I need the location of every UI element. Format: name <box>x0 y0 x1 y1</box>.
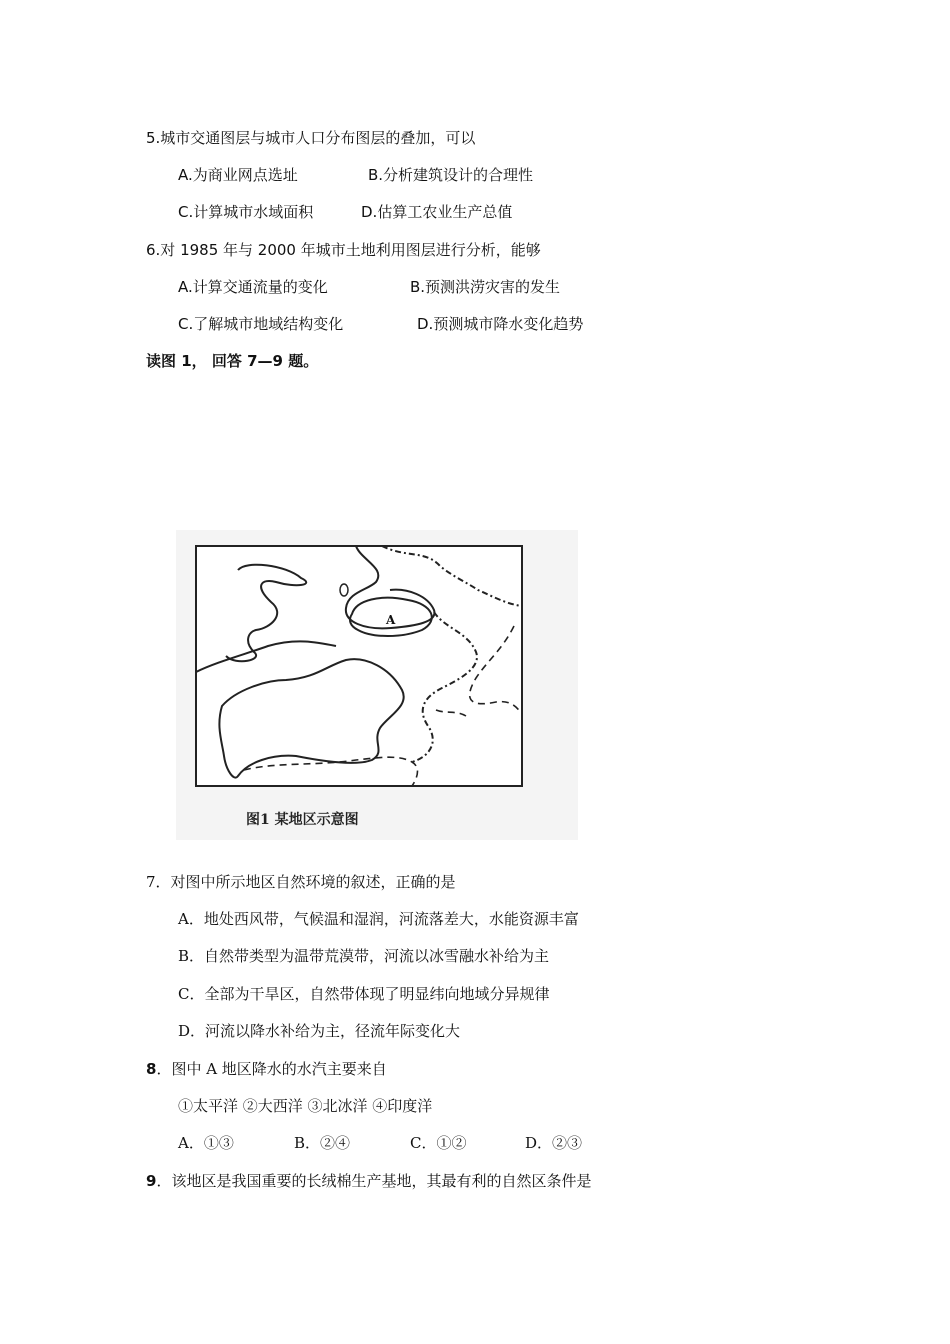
question-5-stem: 5.城市交通图层与城市人口分布图层的叠加，可以 <box>146 129 476 147</box>
question-9-number: 9 <box>146 1172 157 1190</box>
region-map <box>176 530 578 840</box>
figure-caption: 图1 某地区示意图 <box>246 812 359 828</box>
question-7-stem: 7．对图中所示地区自然环境的叙述，正确的是 <box>146 873 456 891</box>
figure-1 <box>176 530 578 840</box>
question-7-option-b: B．自然带类型为温带荒漠带，河流以冰雪融水补给为主 <box>178 947 550 965</box>
question-6-stem: 6.对 1985 年与 2000 年城市土地利用图层进行分析，能够 <box>146 241 541 259</box>
question-6-option-d: D.预测城市降水变化趋势 <box>417 315 584 333</box>
question-8-choices: ①太平洋 ②大西洋 ③北冰洋 ④印度洋 <box>178 1097 433 1115</box>
question-5-option-a: A.为商业网点选址 <box>178 166 298 184</box>
question-8-stem <box>146 1059 387 1079</box>
question-8-option-b: B．②④ <box>294 1134 351 1152</box>
question-8-text: ．图中 A 地区降水的水汽主要来自 <box>156 1060 387 1078</box>
question-6-option-c: C.了解城市地域结构变化 <box>178 315 344 333</box>
question-6-option-a: A.计算交通流量的变化 <box>178 278 328 296</box>
question-8-option-d: D．②③ <box>525 1134 583 1152</box>
question-6-option-b: B.预测洪涝灾害的发生 <box>410 278 561 296</box>
question-5-option-b: B.分析建筑设计的合理性 <box>368 166 534 184</box>
question-9-text: ．该地区是我国重要的长绒棉生产基地，其最有利的自然区条件是 <box>156 1172 592 1190</box>
question-7-option-d: D．河流以降水补给为主，径流年际变化大 <box>178 1022 461 1040</box>
question-5-option-d: D.估算工农业生产总值 <box>361 203 513 221</box>
question-8-number: 8 <box>146 1060 157 1078</box>
reading-instruction: 读图 1， 回答 7—9 题。 <box>146 352 319 370</box>
question-8-option-a: A．①③ <box>178 1134 234 1152</box>
question-5-option-c: C.计算城市水域面积 <box>178 203 314 221</box>
question-8-option-c: C．①② <box>410 1134 467 1152</box>
question-9-stem <box>146 1171 591 1191</box>
question-7-option-a: A．地处西风带，气候温和湿润，河流落差大，水能资源丰富 <box>178 910 579 928</box>
question-7-option-c: C．全部为干旱区，自然带体现了明显纬向地域分异规律 <box>178 985 550 1003</box>
region-a-label: A <box>386 613 396 627</box>
